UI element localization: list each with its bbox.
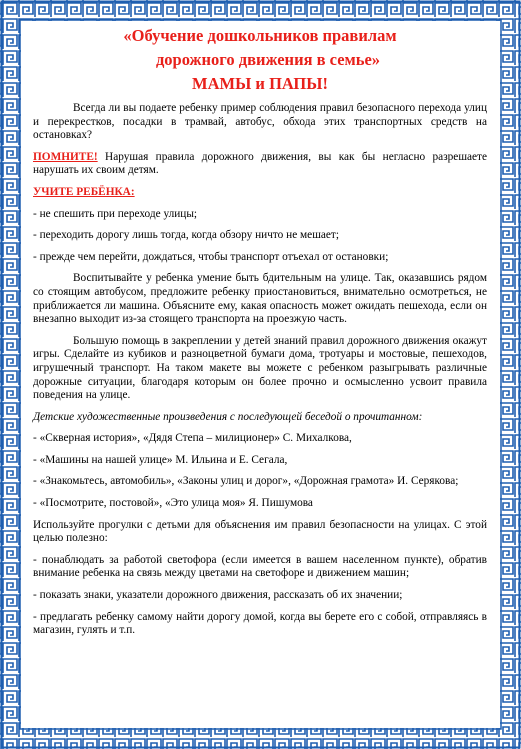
teach-item: - переходить дорогу лишь тогда, когда обзору ничто не мешает;: [33, 229, 339, 242]
walks-item: - понаблюдать за работой светофора (если имеется в вашем населенном пункте), обратив внимание ребенка на связь между цветами на светофоре и движением машин;: [33, 553, 487, 580]
remember-label: ПОМНИТЕ!: [33, 150, 98, 163]
walks-item: - показать знаки, указатели дорожного движения, рассказать об их значении;: [33, 589, 403, 602]
teach-item: - прежде чем перейти, дождаться, чтобы транспорт отъехал от остановки;: [33, 250, 389, 263]
title-line-2: дорожного движения в семье»: [155, 50, 381, 69]
teach-item: - не спешить при переходе улицы;: [33, 207, 198, 220]
title-line-1: «Обучение дошкольников правилам: [123, 26, 397, 45]
book-item: - «Знакомьтесь, автомобиль», «Законы улиц и дорог», «Дорожная грамота» И. Серякова;: [33, 475, 459, 488]
games-paragraph: Большую помощь в закреплении у детей знаний правил дорожного движения окажут игры. Сделайте из кубиков и разноцветной бумаги дома, тротуары и мостовые, пешеходов, игрушечный транспорт. На таком макете вы можете с ребенком разыгрывать различные дорожные ситуации, благодаря которым он более прочно и осмысленно усвоит правила поведения на улице.: [33, 334, 487, 402]
teach-heading: [33, 186, 487, 200]
walks-item: - предлагать ребенку самому найти дорогу домой, когда вы берете его с собой, отправляясь в магазин, гулять и т.п.: [33, 610, 487, 637]
book-item: - «Машины на нашей улице» М. Ильина и Е. Сегала,: [33, 453, 288, 466]
remember-paragraph: [33, 151, 487, 178]
title-line-3: МАМЫ и ПАПЫ!: [192, 74, 328, 93]
intro-paragraph: Всегда ли вы подаете ребенку пример соблюдения правил безопасного перехода улиц и перекрестков, посадки в трамвай, автобус, обхода этих транспортных средств на остановках?: [33, 102, 487, 142]
book-item: - «Посмотрите, постовой», «Это улица моя» Я. Пишумова: [33, 497, 313, 510]
walks-intro: Используйте прогулки с детьми для объяснения им правил безопасности на улицах. С этой целью полезно:: [33, 518, 487, 545]
book-item: - «Скверная история», «Дядя Степа – милиционер» С. Михалкова,: [33, 432, 352, 445]
remember-text: Нарушая правила дорожного движения, вы как бы негласно разрешаете нарушать их своим детям.: [33, 150, 487, 177]
books-heading: Детские художественные произведения с последующей беседой о прочитанном:: [33, 410, 423, 423]
teach-heading-text: УЧИТЕ РЕБЁНКА:: [33, 185, 135, 198]
document-body: [33, 24, 487, 638]
vigilance-paragraph: Воспитывайте у ребенка умение быть бдительным на улице. Так, оказавшись рядом со стоящим автобусом, предложите ребенку приостановиться, внимательно осмотреться, не приближается ли машина. Объясните ему, какая опасность может ожидать пешехода, если он внезапно выходит из-за стоящего транспорта на проезжую часть.: [33, 272, 487, 326]
